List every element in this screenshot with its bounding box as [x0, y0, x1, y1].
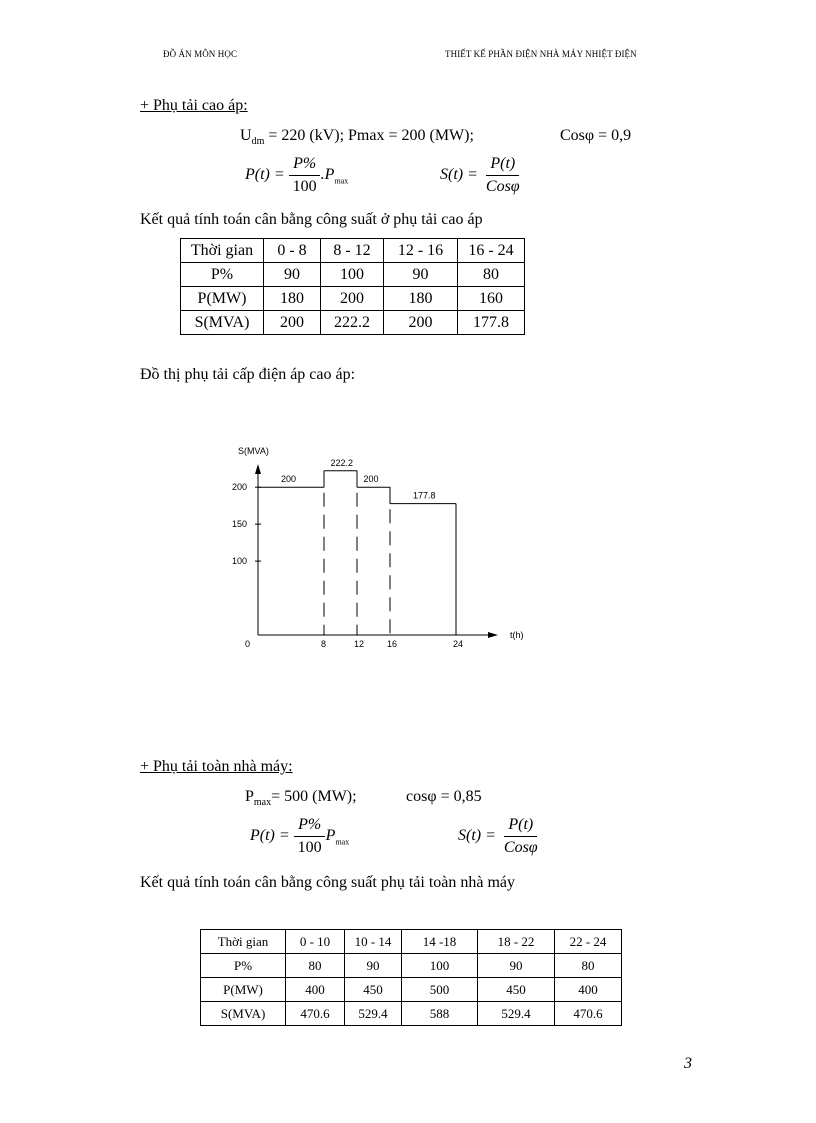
table-row — [181, 311, 525, 335]
segment-label: 200 — [363, 474, 379, 485]
table-cell: 529.4 — [478, 1002, 555, 1026]
params-line-1 — [240, 127, 474, 147]
table-cell: 80 — [458, 263, 525, 287]
formula-p-fraction — [289, 155, 321, 196]
table-cell: 18 - 22 — [478, 930, 555, 954]
table-cell: 22 - 24 — [555, 930, 622, 954]
formula-s-den: Cosφ — [485, 178, 520, 195]
y-tick-label: 100 — [232, 556, 248, 567]
table-cell: 90 — [478, 954, 555, 978]
table-cell: P(MW) — [201, 978, 286, 1002]
table-cell: 8 - 12 — [321, 239, 384, 263]
formula-p-lhs: P(t) = — [245, 166, 285, 184]
header-left: ĐỒ ÁN MÔN HỌC — [163, 49, 238, 59]
formula-p-lhs: P(t) = — [250, 827, 290, 845]
formula-p-1 — [245, 155, 348, 196]
table-cell: S(MVA) — [201, 1002, 286, 1026]
table-cell: 14 -18 — [402, 930, 478, 954]
section-title-plant: + Phụ tải toàn nhà máy: — [140, 758, 293, 775]
x-tick-label: 12 — [354, 639, 365, 649]
header-right: THIẾT KẾ PHẦN ĐIỆN NHÀ MÁY NHIỆT ĐIỆN — [445, 49, 637, 59]
pmax-sub: max — [253, 797, 272, 809]
table-cell: 180 — [264, 287, 321, 311]
x-tick-label: 0 — [245, 639, 251, 649]
table-cell: 200 — [264, 311, 321, 335]
udm-sub: dm — [251, 136, 265, 148]
table-cell: 16 - 24 — [458, 239, 525, 263]
table-cell: 470.6 — [555, 1002, 622, 1026]
table-cell: 450 — [345, 978, 402, 1002]
y-tick-label: 150 — [232, 519, 248, 530]
table-cell: 100 — [321, 263, 384, 287]
table-cell: 90 — [384, 263, 458, 287]
table-row — [181, 239, 525, 263]
cos-value-2: cosφ = 0,85 — [406, 788, 482, 805]
udm-rest: = 220 (kV); Pmax = 200 (MW); — [264, 127, 474, 144]
formula-s-num: P(t) — [486, 155, 519, 176]
table-row — [201, 930, 622, 954]
pmax-prefix: P — [245, 788, 254, 805]
table-cell: 0 - 10 — [286, 930, 345, 954]
formula-p-sub: max — [335, 837, 350, 847]
table-row — [201, 1002, 622, 1026]
table-cell: P% — [181, 263, 264, 287]
section-title-high-voltage: + Phụ tải cao áp: — [140, 97, 248, 114]
udm-prefix: U — [240, 127, 252, 144]
table-cell: 177.8 — [458, 311, 525, 335]
result-table-1 — [180, 238, 525, 335]
formula-p-num: P% — [289, 155, 320, 176]
table-cell: 10 - 14 — [345, 930, 402, 954]
chart-xlabel: t(h) — [510, 630, 524, 640]
chart-y-arrow — [255, 464, 261, 474]
segment-label: 200 — [281, 474, 297, 485]
table-cell: 400 — [286, 978, 345, 1002]
chart-x-arrow — [488, 632, 498, 638]
table-cell: 529.4 — [345, 1002, 402, 1026]
table-cell: 80 — [555, 954, 622, 978]
params-line-2 — [245, 788, 357, 808]
table-cell: 80 — [286, 954, 345, 978]
segment-label: 222.2 — [330, 457, 354, 468]
table-cell: 222.2 — [321, 311, 384, 335]
formula-p-fraction — [294, 816, 326, 857]
chart-ylabel: S(MVA) — [238, 446, 269, 456]
result-caption-2: Kết quả tính toán cân bằng công suất phụ tải toàn nhà máy — [140, 874, 516, 891]
table-cell: S(MVA) — [181, 311, 264, 335]
table-cell: 90 — [345, 954, 402, 978]
table-cell: 450 — [478, 978, 555, 1002]
x-tick-label: 16 — [387, 639, 398, 649]
formula-s-lhs: S(t) = — [440, 166, 478, 184]
table-cell: P(MW) — [181, 287, 264, 311]
formula-s-den: Cosφ — [503, 839, 538, 856]
formula-s-1 — [440, 155, 524, 196]
table-cell: Thời gian — [181, 239, 264, 263]
table-cell: 200 — [384, 311, 458, 335]
formula-p-den: 100 — [297, 839, 322, 856]
table-cell: 160 — [458, 287, 525, 311]
page-number: 3 — [684, 1055, 692, 1072]
result-caption-1: Kết quả tính toán cân bằng công suất ở phụ tải cao áp — [140, 211, 483, 228]
table-row — [181, 263, 525, 287]
formula-s-2 — [458, 816, 542, 857]
formula-p-tail: P — [325, 827, 336, 845]
cos-value-1: Cosφ = 0,9 — [560, 127, 632, 144]
x-tick-label: 8 — [321, 639, 327, 649]
table-row — [181, 287, 525, 311]
formula-p-den: 100 — [292, 178, 317, 195]
table-cell: Thời gian — [201, 930, 286, 954]
formula-s-num: P(t) — [504, 816, 537, 837]
load-chart — [220, 440, 540, 660]
table-cell: P% — [201, 954, 286, 978]
table-cell: 500 — [402, 978, 478, 1002]
table-cell: 90 — [264, 263, 321, 287]
table-cell: 400 — [555, 978, 622, 1002]
chart-caption: Đồ thị phụ tải cấp điện áp cao áp: — [140, 366, 356, 383]
table-cell: 588 — [402, 1002, 478, 1026]
table-cell: 12 - 16 — [384, 239, 458, 263]
formula-s-fraction — [482, 155, 524, 196]
formula-p-2 — [250, 816, 349, 857]
table-cell: 100 — [402, 954, 478, 978]
formula-s-lhs: S(t) = — [458, 827, 496, 845]
table-row — [201, 954, 622, 978]
table-cell: 200 — [321, 287, 384, 311]
formula-p-tail: .P — [320, 166, 335, 184]
formula-p-num: P% — [294, 816, 325, 837]
table-row — [201, 978, 622, 1002]
formula-s-fraction — [500, 816, 542, 857]
y-tick-label: 200 — [232, 482, 248, 493]
table-cell: 180 — [384, 287, 458, 311]
pmax-rest: = 500 (MW); — [271, 788, 357, 805]
table-cell: 0 - 8 — [264, 239, 321, 263]
x-tick-label: 24 — [453, 639, 464, 649]
segment-label: 177.8 — [413, 490, 436, 501]
table-cell: 470.6 — [286, 1002, 345, 1026]
formula-p-sub: max — [334, 176, 349, 186]
result-table-2 — [200, 929, 622, 1026]
